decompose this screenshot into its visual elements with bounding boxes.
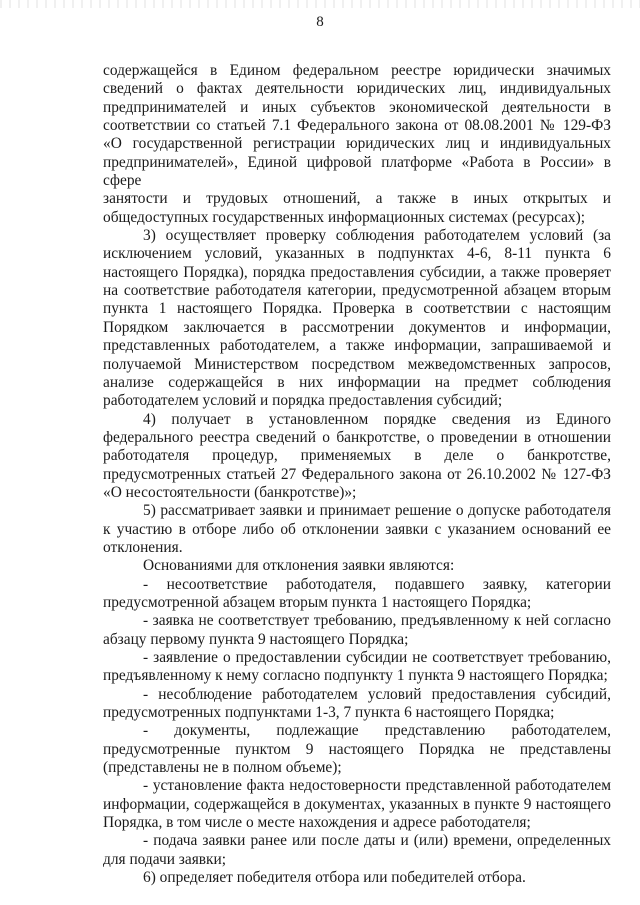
- text-line: для подачи заявки;: [103, 850, 227, 868]
- text-line: работодателем условий и порядка предоставления субсидий;: [103, 392, 503, 410]
- paragraph-4: [103, 557, 611, 575]
- text-line: 4) получает в установленном порядке сведения из Единого: [143, 410, 611, 428]
- paragraph-6: [103, 612, 611, 649]
- paragraph-10: [103, 777, 611, 832]
- text-line: на соответствие работодателя категории, предусмотренной абзацем вторым: [103, 282, 611, 300]
- text-line: - документы, подлежащие представлению работодателем,: [143, 722, 611, 740]
- text-line: представленных работодателем, а также информации, запрашиваемой и: [103, 337, 611, 355]
- text-line: анализе содержащейся в них информации на предмет соблюдения: [103, 373, 611, 391]
- text-line: - несоответствие работодателя, подавшего заявку, категории: [143, 575, 611, 593]
- text-line: предпринимателей», Единой цифровой платформе «Работа в России» в сфере: [103, 153, 611, 190]
- text-line: федерального реестра сведений о банкротстве, о проведении в отношении: [103, 428, 611, 446]
- document-body: [103, 62, 611, 887]
- text-line: - несоблюдение работодателем условий предоставления субсидий,: [143, 685, 611, 703]
- text-line: предусмотренной абзацем вторым пункта 1 настоящего Порядка;: [103, 593, 532, 611]
- text-line: «О государственной регистрации юридических лиц и индивидуальных: [103, 135, 611, 153]
- paragraph-8: [103, 686, 611, 723]
- text-line: пункта 1 настоящего Порядка. Проверка в соответствии с настоящим: [103, 300, 611, 318]
- text-line: отклонения.: [103, 538, 183, 556]
- text-line: предусмотренных подпунктами 1-3, 7 пункта 6 настоящего Порядка;: [103, 704, 555, 722]
- text-line: предусмотренных статьей 27 Федерального закона от 26.10.2002 № 127-ФЗ: [103, 465, 611, 483]
- scan-artifact-strip: [0, 0, 640, 8]
- text-line: настоящего Порядка), порядка предоставления субсидии, а также проверяет: [103, 263, 611, 281]
- text-line: сведений о фактах деятельности юридических лиц, индивидуальных: [103, 80, 611, 98]
- text-line: - заявление о предоставлении субсидии не соответствует требованию,: [143, 649, 611, 666]
- text-line: Порядком заключается в рассмотрении документов и информации,: [103, 318, 611, 336]
- paragraph-7: [103, 649, 611, 686]
- text-line: «О несостоятельности (банкротстве)»;: [103, 483, 357, 501]
- paragraph-3: [103, 502, 611, 557]
- paragraph-0: [103, 62, 611, 227]
- text-line: Порядка, в том числе о месте нахождения и адресе работодателя;: [103, 814, 531, 832]
- paragraph-12: [103, 869, 611, 887]
- text-line: абзацу первому пункта 9 настоящего Порядка;: [103, 630, 409, 648]
- text-line: 5) рассматривает заявки и принимает решение о допуске работодателя: [143, 502, 611, 520]
- paragraph-2: [103, 411, 611, 503]
- text-line: получаемой Министерством посредством межведомственных запросов,: [103, 355, 611, 373]
- text-line: работодателя процедур, применяемых в деле о банкротстве,: [103, 447, 611, 465]
- text-line: предъявленному к нему согласно подпункту 1 пункта 9 настоящего Порядка;: [103, 667, 608, 685]
- text-line: информации, содержащейся в документах, указанных в пункте 9 настоящего: [103, 795, 611, 813]
- text-line: - установление факта недостоверности представленной работодателем: [143, 777, 611, 795]
- text-line: содержащейся в Едином федеральном реестре юридически значимых: [103, 62, 611, 79]
- text-line: к участию в отборе либо об отклонении заявки с указанием оснований ее: [103, 520, 611, 538]
- text-line: - подача заявки ранее или после даты и (или) времени, определенных: [143, 832, 611, 850]
- text-line: соответствии со статьей 7.1 Федерального закона от 08.08.2001 № 129-ФЗ: [103, 117, 611, 135]
- text-line: предусмотренные пунктом 9 настоящего Порядка не представлены: [103, 740, 611, 758]
- paragraph-5: [103, 576, 611, 613]
- page-number: 8: [316, 14, 324, 30]
- text-line: Основаниями для отклонения заявки являются:: [143, 557, 455, 575]
- text-line: 6) определяет победителя отбора или победителей отбора.: [143, 869, 526, 887]
- text-line: занятости и трудовых отношений, а также в иных открытых и: [103, 190, 611, 208]
- paragraph-1: [103, 227, 611, 410]
- paragraph-11: [103, 832, 611, 869]
- text-line: общедоступных государственных информационных системах (ресурсах);: [103, 208, 586, 226]
- paragraph-9: [103, 722, 611, 777]
- text-line: 3) осуществляет проверку соблюдения работодателем условий (за: [143, 227, 611, 245]
- text-line: исключением условий, указанных в подпунктах 4-6, 8-11 пункта 6: [103, 245, 611, 263]
- text-line: (представлены не в полном объеме);: [103, 759, 342, 777]
- text-line: - заявка не соответствует требованию, предъявленному к ней согласно: [143, 612, 611, 630]
- text-line: предпринимателей и иных субъектов экономической деятельности в: [103, 98, 611, 116]
